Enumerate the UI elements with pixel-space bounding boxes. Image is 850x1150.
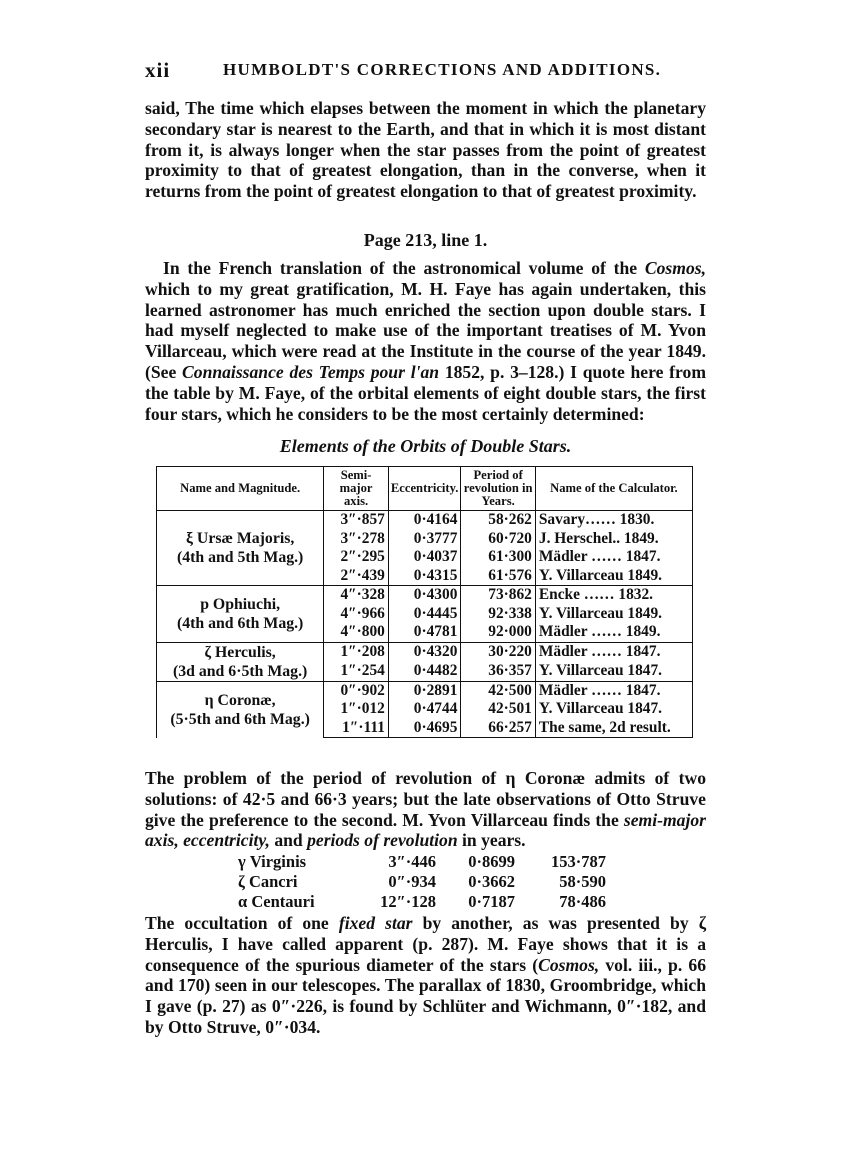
header-calculator: Name of the Calculator. (535, 467, 692, 511)
table-header-row (157, 467, 693, 511)
paragraph-faye-translation: In the French translation of the astronomical volume of the Cosmos, which to my great gratification, M. H. Faye has again undertaken, this learned astronomer has much enriched the section upon double stars. I had myself neglected to make use of the important treatises of M. Yvon Villarceau, which were read at the Institute in the course of the year 1849. (See Connaissance des Temps pour l'an 1852, p. 3–128.) I quote here from the table by M. Faye, of the orbital elements of eight double stars, the first four stars, which he considers to be the most certainly determined: (145, 258, 706, 424)
section-heading: Page 213, line 1. (363, 230, 488, 250)
header-eccentricity: Eccentricity. (388, 467, 461, 511)
cosmos-title: Cosmos, (644, 258, 706, 278)
table-row: 3″·278 0·3777 60·720 J. Herschel.. 1849. (157, 530, 693, 549)
table-row: 1″·111 0·4695 66·257 The same, 2d result. (157, 719, 693, 738)
header-period: Period of revolution in Years. (461, 467, 535, 511)
star-name-cell: ξ Ursæ Majoris, (4th and 5th Mag.) (157, 511, 324, 586)
connaissance-title: Connaissance des Temps pour l'an (182, 361, 440, 382)
table-caption: Elements of the Orbits of Double Stars. (279, 436, 572, 456)
villarceau-elements-list (238, 852, 658, 912)
header-semi-major-axis: Semi-major axis. (324, 467, 389, 511)
table-row: η Coronæ, (5·5th and 6th Mag.) 0″·902 0·2891 42·500 Mädler …… 1847. (157, 681, 693, 700)
table-row: 1″·254 0·4482 36·357 Y. Villarceau 1847. (157, 662, 693, 682)
star-name-cell: η Coronæ, (5·5th and 6th Mag.) (157, 681, 324, 738)
table-row: 2″·295 0·4037 61·300 Mädler …… 1847. (157, 548, 693, 567)
star-name-cell: ζ Herculis, (3d and 6·5th Mag.) (157, 642, 324, 681)
list-item: γ Virginis 3″·446 0·8699 153·787 (238, 852, 606, 871)
orbits-table (156, 466, 693, 738)
table-row: 4″·966 0·4445 92·338 Y. Villarceau 1849. (157, 605, 693, 624)
paragraph-orbit-motion: said, The time which elapses between the moment in which the planetary secondary star is nearest to the Earth, and that in which it is most distant from it, is always longer when the star passes from the point of greatest proximity to that of greatest elongation, than in the converse, when it returns from the point of greatest elongation to that of greatest proximity. (145, 98, 706, 202)
table-row: 1″·012 0·4744 42·501 Y. Villarceau 1847. (157, 700, 693, 719)
star-name-cell: p Ophiuchi, (4th and 6th Mag.) (157, 586, 324, 643)
paragraph-occultation: The occultation of one fixed star by another, as was presented by ζ Herculis, I have called apparent (p. 287). M. Faye shows that it is a consequence of the spurious diameter of the stars (Cosmos, vol. iii., p. 66 and 170) seen in our telescopes. The parallax of 1830, Groombridge, which I gave (p. 27) as 0″·226, is found by Schlüter and Wichmann, 0″·182, and by Otto Struve, 0″·034. (145, 913, 706, 1037)
running-title: HUMBOLDT'S CORRECTIONS AND ADDITIONS. (223, 60, 662, 79)
table-row: p Ophiuchi, (4th and 6th Mag.) 4″·328 0·4300 73·862 Encke …… 1832. (157, 586, 693, 605)
table-row: ξ Ursæ Majoris, (4th and 5th Mag.) 3″·857 0·4164 58·262 Savary…… 1830. (157, 511, 693, 530)
page-number: xii (145, 58, 171, 82)
table-row: 2″·439 0·4315 61·576 Y. Villarceau 1849. (157, 567, 693, 586)
header-name-magnitude: Name and Magnitude. (157, 467, 324, 511)
list-item: α Centauri 12″·128 0·7187 78·486 (238, 892, 606, 911)
running-head (145, 58, 710, 84)
table-row: 4″·800 0·4781 92·000 Mädler …… 1849. (157, 623, 693, 642)
paragraph-eta-coronae: The problem of the period of revolution of η Coronæ admits of two solutions: of 42·5 and 66·3 years; but the late observations of Otto Struve give the preference to the second. M. Yvon Villarceau finds the semi-major axis, eccentricity, and periods of revolution in years. (145, 768, 706, 851)
table-row: ζ Herculis, (3d and 6·5th Mag.) 1″·208 0·4320 30·220 Mädler …… 1847. (157, 642, 693, 662)
list-item: ζ Cancri 0″·934 0·3662 58·590 (238, 872, 606, 891)
